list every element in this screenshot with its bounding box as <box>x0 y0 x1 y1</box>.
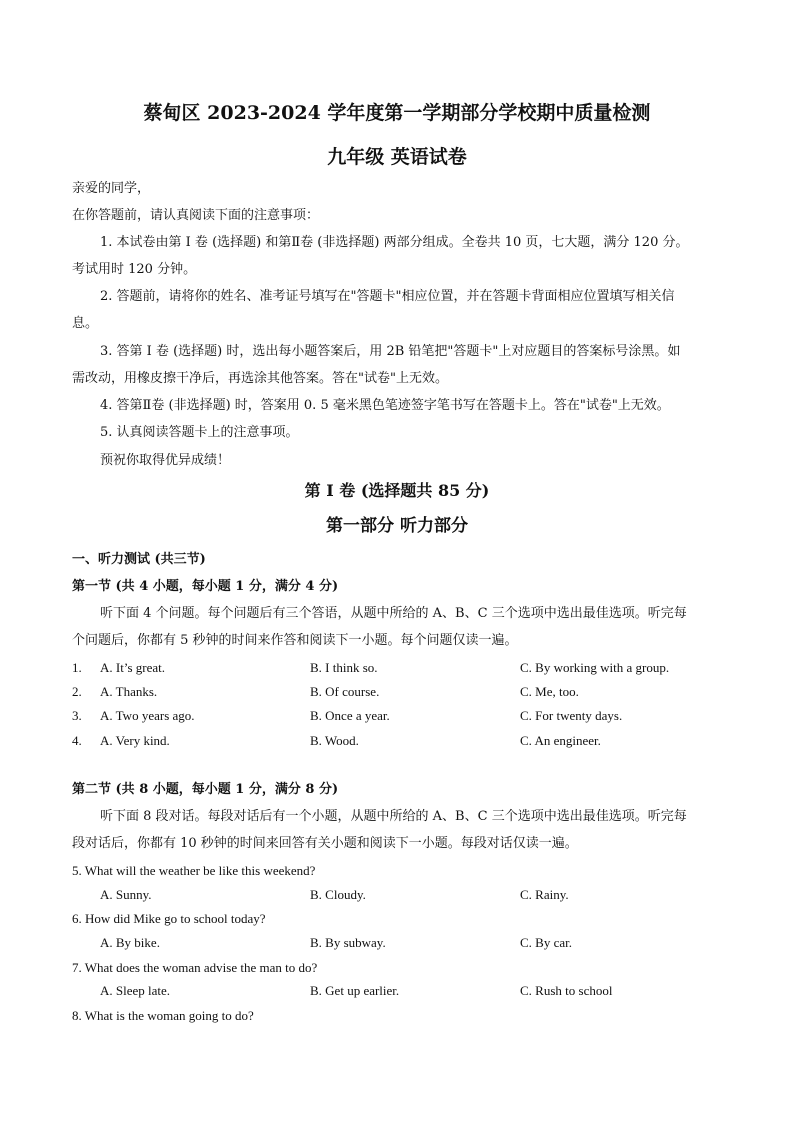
question-row <box>72 935 732 953</box>
question-row <box>72 983 732 1001</box>
question-row <box>72 708 732 726</box>
notice-item-1: 1. 本试卷由第 I 卷 (选择题) 和第Ⅱ卷 (非选择题) 两部分组成。全卷共 10 页，七大题，满分 120 分。 <box>100 235 689 250</box>
option-a: A. Sunny. <box>100 887 152 902</box>
option-c: C. By car. <box>520 935 572 950</box>
notice-item-4: 4. 答第Ⅱ卷 (非选择题) 时，答案用 0. 5 毫米黑色笔迹签字笔书写在答题卡上。答在"试卷"上无效。 <box>100 398 670 413</box>
notice-wish: 预祝你取得优异成绩！ <box>100 453 231 468</box>
notice-item-2: 2. 答题前，请将你的姓名、准考证号填写在"答题卡"相应位置，并在答题卡背面相应位置填写相关信 <box>100 289 675 304</box>
option-b: B. Once a year. <box>310 708 390 723</box>
notice-item-5: 5. 认真阅读答题卡上的注意事项。 <box>100 425 299 440</box>
option-a: A. Thanks. <box>100 684 158 699</box>
question-number: 3. <box>72 708 82 723</box>
question-row <box>72 684 732 702</box>
part-heading: 第一部分 听力部分 <box>326 516 468 536</box>
option-c: C. By working with a group. <box>520 660 670 675</box>
exam-subtitle: 九年级 英语试卷 <box>327 146 467 168</box>
section-title: 一、听力测试 (共三节) <box>72 552 206 567</box>
option-b: B. Wood. <box>310 733 359 748</box>
notice-intro: 在你答题前，请认真阅读下面的注意事项： <box>72 208 320 223</box>
question-stem: 7. What does the woman advise the man to do? <box>72 960 318 975</box>
question-number: 2. <box>72 684 82 699</box>
notice-greeting: 亲爱的同学， <box>72 181 151 196</box>
question-number: 1. <box>72 660 82 675</box>
notice-item-2-cont: 息。 <box>72 316 99 331</box>
option-b: B. By subway. <box>310 935 386 950</box>
option-a: A. It’s great. <box>100 660 165 675</box>
option-b: B. Cloudy. <box>310 887 366 902</box>
question-stem: 5. What will the weather be like this weekend? <box>72 863 316 878</box>
question-row <box>72 733 732 751</box>
question-row <box>72 660 732 678</box>
question-number: 4. <box>72 733 82 748</box>
option-b: B. I think so. <box>310 660 378 675</box>
volume-heading: 第 I 卷 (选择题共 85 分) <box>304 481 490 500</box>
option-c: C. Me, too. <box>520 684 579 699</box>
sec1-heading: 第一节 (共 4 小题，每小题 1 分，满分 4 分) <box>72 579 339 594</box>
option-c: C. Rainy. <box>520 887 569 902</box>
option-c: C. Rush to school <box>520 983 613 998</box>
question-stem: 6. How did Mike go to school today? <box>72 911 266 926</box>
option-a: A. Very kind. <box>100 733 170 748</box>
option-c: C. For twenty days. <box>520 708 623 723</box>
sec1-instructions-cont: 个问题后，你都有 5 秒钟的时间来作答和阅读下一小题。每个问题仅读一遍。 <box>72 633 518 648</box>
sec2-instructions-cont: 段对话后，你都有 10 秒钟的时间来回答有关小题和阅读下一小题。每段对话仅读一遍。 <box>72 836 578 851</box>
notice-item-1-cont: 考试用时 120 分钟。 <box>72 262 197 277</box>
option-a: A. Sleep late. <box>100 983 171 998</box>
option-c: C. An engineer. <box>520 733 601 748</box>
notice-item-3-cont: 需改动，用橡皮擦干净后，再选涂其他答案。答在"试卷"上无效。 <box>72 371 448 386</box>
notice-item-3: 3. 答第 I 卷 (选择题) 时，选出每小题答案后，用 2B 铅笔把"答题卡"上对应题目的答案标号涂黑。如 <box>100 344 681 359</box>
question-stem: 8. What is the woman going to do? <box>72 1008 254 1023</box>
question-row <box>72 887 732 905</box>
exam-title: 蔡甸区 2023-2024 学年度第一学期部分学校期中质量检测 <box>143 102 651 124</box>
option-a: A. Two years ago. <box>100 708 195 723</box>
sec2-heading: 第二节 (共 8 小题，每小题 1 分，满分 8 分) <box>72 782 339 797</box>
sec2-instructions: 听下面 8 段对话。每段对话后有一个小题，从题中所给的 A、B、C 三个选项中选出最佳选项。听完每 <box>100 809 687 824</box>
sec1-instructions: 听下面 4 个问题。每个问题后有三个答语，从题中所给的 A、B、C 三个选项中选出最佳选项。听完每 <box>100 606 687 621</box>
option-a: A. By bike. <box>100 935 160 950</box>
option-b: B. Of course. <box>310 684 380 699</box>
option-b: B. Get up earlier. <box>310 983 400 998</box>
